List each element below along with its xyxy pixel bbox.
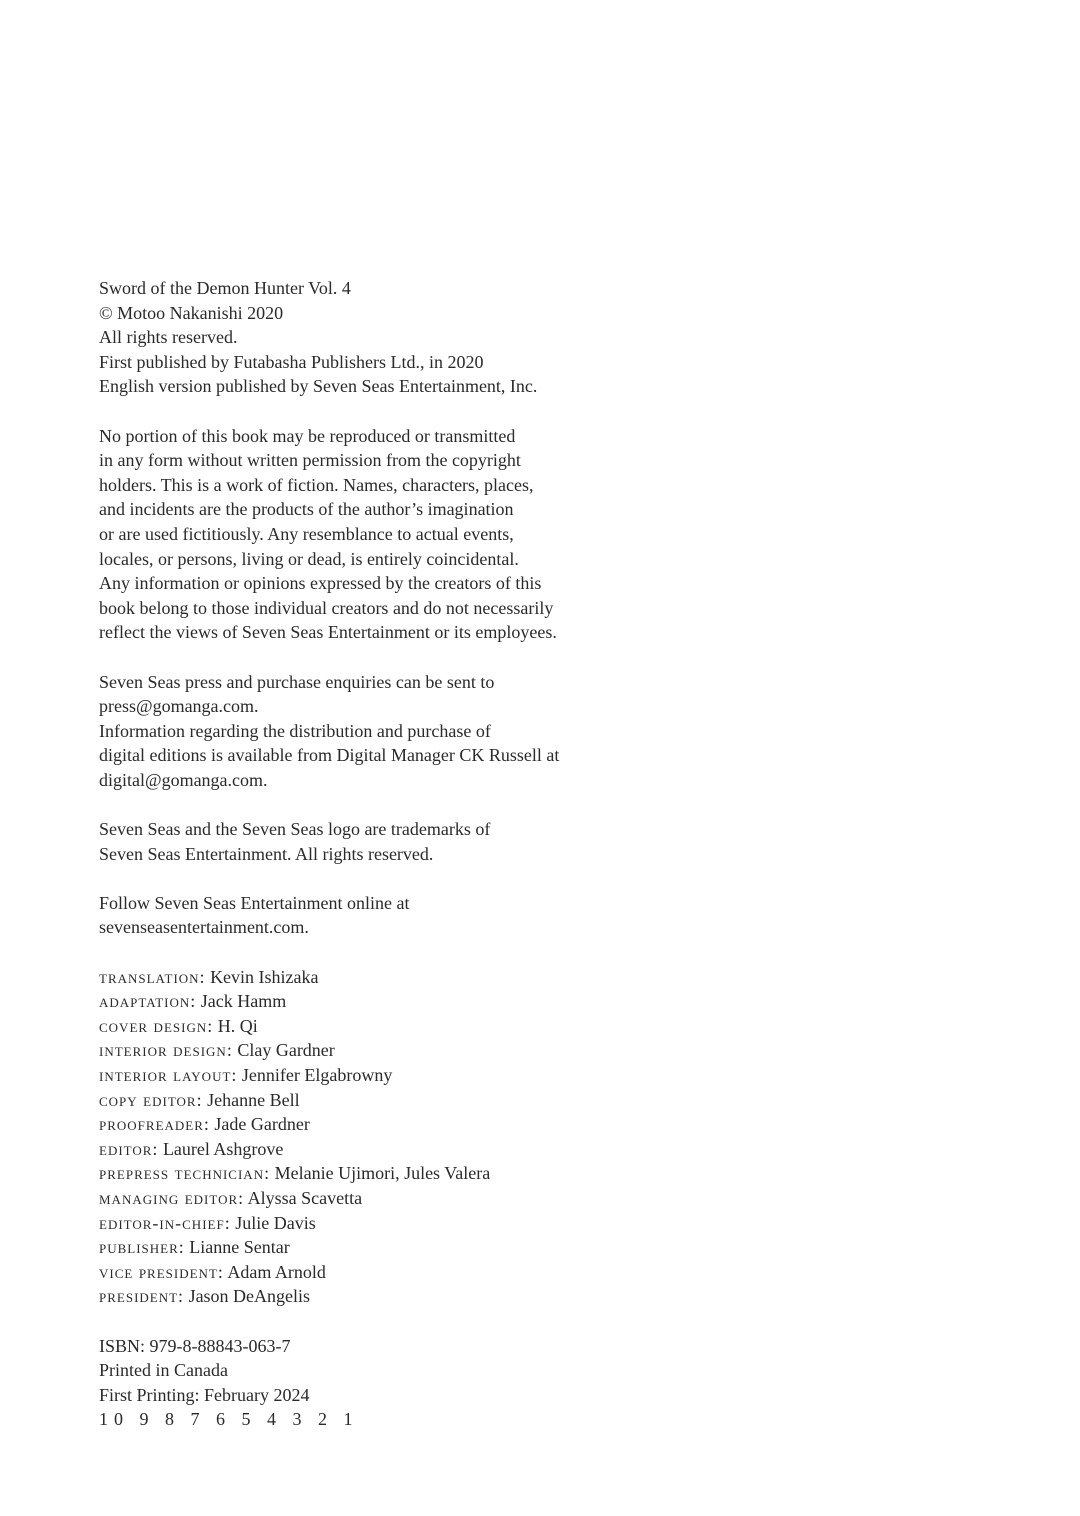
copyright-page — [99, 276, 659, 1432]
credits-block — [99, 965, 659, 1309]
credit-name: Jason DeAngelis — [188, 1286, 311, 1307]
credit-role: proofreader: — [99, 1114, 210, 1135]
credit-managing-editor — [99, 1186, 659, 1211]
credit-name: Laurel Ashgrove — [162, 1138, 284, 1159]
credit-name: Jack Hamm — [200, 991, 287, 1012]
follow-line: Follow Seven Seas Entertainment online at — [99, 892, 410, 913]
credit-role: translation: — [99, 966, 206, 987]
book-title-line: Sword of the Demon Hunter Vol. 4 — [99, 278, 351, 298]
credit-president — [99, 1284, 659, 1309]
credit-interior-design — [99, 1038, 659, 1063]
spacer — [99, 1309, 659, 1334]
credit-editor — [99, 1137, 659, 1162]
credit-name: Lianne Sentar — [189, 1237, 290, 1258]
copyright-notice-line: © Motoo Nakanishi 2020 — [99, 302, 284, 323]
credit-name: Alyssa Scavetta — [247, 1187, 363, 1208]
trademark-block — [99, 817, 659, 866]
first-printing: First Printing: February 2024 — [99, 1384, 310, 1405]
credit-role: cover design: — [99, 1015, 214, 1036]
website-url: sevenseasentertainment.com. — [99, 917, 309, 938]
credit-interior-layout — [99, 1063, 659, 1088]
disclaimer-line: holders. This is a work of fiction. Names, characters, places, — [99, 474, 534, 495]
credit-name: Jade Gardner — [214, 1114, 310, 1135]
disclaimer-line: or are used fictitiously. Any resemblance to actual events, — [99, 523, 514, 544]
contact-line: Information regarding the distribution and purchase of — [99, 720, 491, 741]
follow-block — [99, 891, 659, 940]
credit-editor-in-chief — [99, 1211, 659, 1236]
credit-name: Jehanne Bell — [207, 1089, 300, 1110]
disclaimer-line: Any information or opinions expressed by the creators of this — [99, 573, 542, 594]
credit-name: H. Qi — [217, 1015, 258, 1036]
printing-numbers: 10 9 8 7 6 5 4 3 2 1 — [99, 1409, 359, 1430]
credit-role: interior layout: — [99, 1065, 238, 1085]
copyright-block — [99, 276, 659, 399]
printing-block — [99, 1334, 659, 1432]
disclaimer-line: reflect the views of Seven Seas Entertainment or its employees. — [99, 622, 557, 643]
trademark-line: Seven Seas Entertainment. All rights reserved. — [99, 843, 434, 864]
credit-name: Melanie Ujimori, Jules Valera — [274, 1163, 491, 1184]
credit-role: publisher: — [99, 1237, 185, 1258]
disclaimer-line: No portion of this book may be reproduced or transmitted — [99, 425, 516, 446]
credit-name: Jennifer Elgabrowny — [241, 1065, 393, 1085]
credit-copy-editor — [99, 1088, 659, 1113]
spacer — [99, 792, 659, 817]
english-version-line: English version published by Seven Seas Entertainment, Inc. — [99, 376, 538, 397]
contact-line: digital editions is available from Digital Manager CK Russell at — [99, 745, 560, 766]
credit-role: managing editor: — [99, 1187, 245, 1208]
credit-vice-president — [99, 1260, 659, 1285]
credit-translation — [99, 965, 659, 990]
first-published-line: First published by Futabasha Publishers Ltd., in 2020 — [99, 351, 484, 372]
spacer — [99, 940, 659, 965]
credit-publisher — [99, 1235, 659, 1260]
contact-block — [99, 670, 659, 793]
credit-role: interior design: — [99, 1040, 233, 1061]
credit-role: editor: — [99, 1138, 159, 1159]
credit-prepress-technician — [99, 1161, 659, 1186]
credit-proofreader — [99, 1112, 659, 1137]
printed-in: Printed in Canada — [99, 1360, 228, 1381]
disclaimer-line: in any form without written permission from the copyright — [99, 450, 521, 471]
isbn: ISBN: 979-8-88843-063-7 — [99, 1335, 291, 1356]
credit-role: adaptation: — [99, 991, 197, 1012]
credit-role: vice president: — [99, 1261, 224, 1282]
credit-name: Kevin Ishizaka — [210, 966, 319, 987]
credit-role: copy editor: — [99, 1089, 203, 1110]
disclaimer-line: locales, or persons, living or dead, is entirely coincidental. — [99, 548, 519, 569]
disclaimer-line: and incidents are the products of the author’s imagination — [99, 499, 514, 520]
credit-role: president: — [99, 1286, 185, 1307]
credit-name: Julie Davis — [235, 1212, 316, 1233]
credit-adaptation — [99, 989, 659, 1014]
spacer — [99, 866, 659, 891]
disclaimer-block — [99, 424, 659, 645]
credit-cover-design — [99, 1014, 659, 1039]
rights-reserved-line: All rights reserved. — [99, 327, 238, 348]
press-email: press@gomanga.com. — [99, 696, 259, 717]
credit-role: prepress technician: — [99, 1163, 271, 1184]
credit-role: editor-in-chief: — [99, 1212, 231, 1233]
trademark-line: Seven Seas and the Seven Seas logo are trademarks of — [99, 819, 491, 840]
contact-line: Seven Seas press and purchase enquiries can be sent to — [99, 671, 495, 692]
spacer — [99, 399, 659, 424]
digital-email: digital@gomanga.com. — [99, 769, 268, 790]
credit-name: Adam Arnold — [227, 1261, 326, 1282]
spacer — [99, 645, 659, 670]
disclaimer-line: book belong to those individual creators and do not necessarily — [99, 597, 554, 618]
credit-name: Clay Gardner — [237, 1040, 335, 1061]
